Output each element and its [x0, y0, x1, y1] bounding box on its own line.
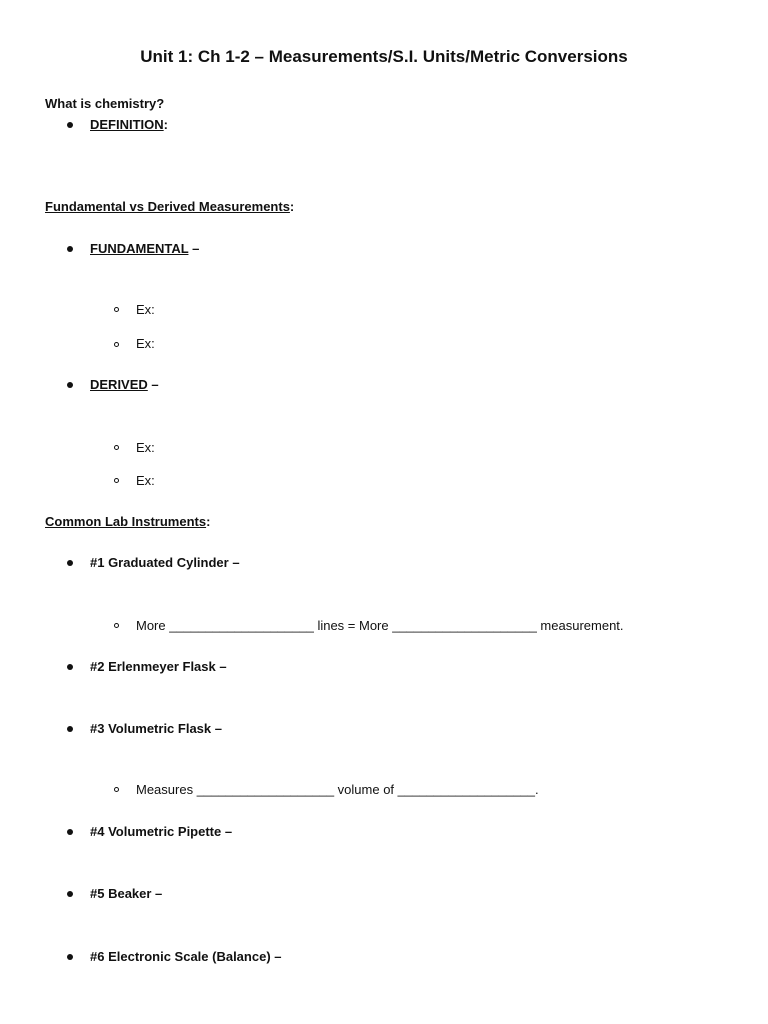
bullet-icon — [67, 726, 73, 732]
instrument-item: #2 Erlenmeyer Flask – — [90, 659, 227, 674]
derived-example-1: Ex: — [136, 440, 155, 455]
instruments-heading — [45, 514, 210, 529]
bullet-icon — [67, 664, 73, 670]
fundamental-dash: – — [188, 241, 200, 256]
measurements-heading-colon: : — [289, 199, 295, 214]
instrument-item: #4 Volumetric Pipette – — [90, 824, 233, 839]
fundamental-item — [90, 241, 199, 256]
circle-bullet-icon — [114, 307, 119, 312]
derived-label: DERIVED — [90, 377, 148, 392]
fundamental-example-1: Ex: — [136, 302, 155, 317]
instruments-heading-colon: : — [206, 514, 211, 529]
fundamental-example-2: Ex: — [136, 336, 155, 351]
bullet-icon — [67, 560, 73, 566]
instrument-item: #5 Beaker – — [90, 886, 163, 901]
circle-bullet-icon — [114, 478, 119, 483]
definition-label: DEFINITION — [90, 117, 164, 132]
circle-bullet-icon — [114, 623, 119, 628]
instruments-heading-text: Common Lab Instruments — [45, 514, 207, 529]
graduated-cylinder-note: More ____________________ lines = More ____________________ measurement. — [136, 618, 624, 633]
volumetric-flask-note: Measures ___________________ volume of ___________________. — [136, 782, 539, 797]
instrument-item: #6 Electronic Scale (Balance) – — [90, 949, 282, 964]
page-title: Unit 1: Ch 1-2 – Measurements/S.I. Units/Metric Conversions — [140, 47, 628, 66]
circle-bullet-icon — [114, 342, 119, 347]
derived-example-2: Ex: — [136, 473, 155, 488]
instrument-item: #1 Graduated Cylinder – — [90, 555, 240, 570]
measurements-heading-text: Fundamental vs Derived Measurements — [45, 199, 290, 214]
bullet-icon — [67, 382, 73, 388]
bullet-icon — [67, 829, 73, 835]
derived-dash: – — [147, 377, 159, 392]
instrument-item: #3 Volumetric Flask – — [90, 721, 222, 736]
circle-bullet-icon — [114, 445, 119, 450]
circle-bullet-icon — [114, 787, 119, 792]
measurements-heading — [45, 199, 294, 214]
chemistry-heading: What is chemistry? — [45, 96, 165, 111]
bullet-icon — [67, 246, 73, 252]
bullet-icon — [67, 891, 73, 897]
derived-item — [90, 377, 159, 392]
definition-item — [90, 117, 168, 132]
fundamental-label: FUNDAMENTAL — [90, 241, 189, 256]
bullet-icon — [67, 122, 73, 128]
bullet-icon — [67, 954, 73, 960]
definition-colon: : — [163, 117, 169, 132]
